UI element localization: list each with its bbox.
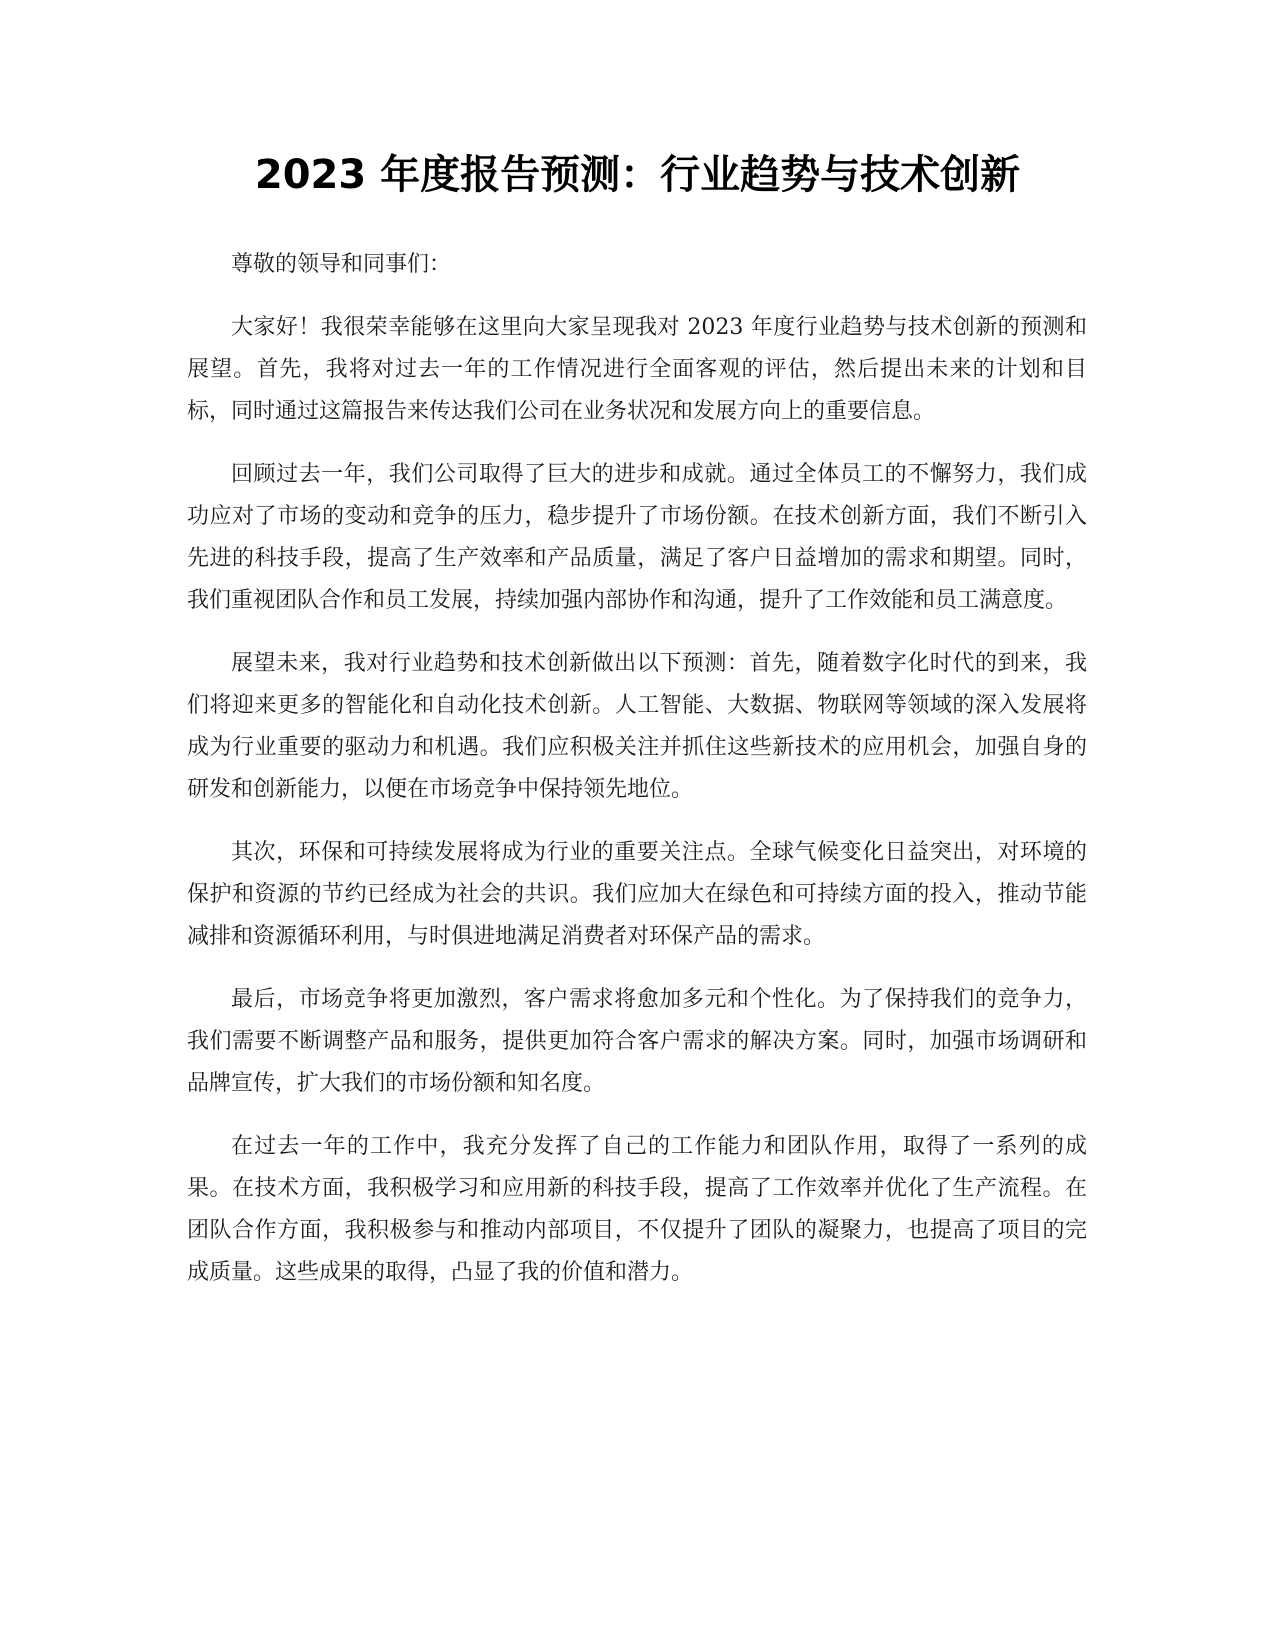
paragraph-competition: 最后，市场竞争将更加激烈，客户需求将愈加多元和个性化。为了保持我们的竞争力，我们需要不断调整产品和服务，提供更加符合客户需求的解决方案。同时，加强市场调研和品牌宣传，扩大我们的市场份额和知名度。	[187, 987, 1087, 1096]
document-title: 2023 年度报告预测：行业趋势与技术创新	[254, 152, 1021, 198]
salutation: 尊敬的领导和同事们：	[231, 252, 452, 277]
document-body	[187, 244, 1087, 1315]
paragraph-review: 回顾过去一年，我们公司取得了巨大的进步和成就。通过全体员工的不懈努力，我们成功应对了市场的变动和竞争的压力，稳步提升了市场份额。在技术创新方面，我们不断引入先进的科技手段，提高了生产效率和产品质量，满足了客户日益增加的需求和期望。同时，我们重视团队合作和员工发展，持续加强内部协作和沟通，提升了工作效能和员工满意度。	[187, 462, 1087, 613]
paragraph-outlook: 展望未来，我对行业趋势和技术创新做出以下预测：首先，随着数字化时代的到来，我们将迎来更多的智能化和自动化技术创新。人工智能、大数据、物联网等领域的深入发展将成为行业重要的驱动力和机遇。我们应积极关注并抓住这些新技术的应用机会，加强自身的研发和创新能力，以便在市场竞争中保持领先地位。	[187, 651, 1087, 802]
paragraph-sustainability: 其次，环保和可持续发展将成为行业的重要关注点。全球气候变化日益突出，对环境的保护和资源的节约已经成为社会的共识。我们应加大在绿色和可持续方面的投入，推动节能减排和资源循环利用，与时俱进地满足消费者对环保产品的需求。	[187, 840, 1087, 949]
paragraph-intro: 大家好！我很荣幸能够在这里向大家呈现我对 2023 年度行业趋势与技术创新的预测和展望。首先，我将对过去一年的工作情况进行全面客观的评估，然后提出未来的计划和目标，同时通过这篇报告来传达我们公司在业务状况和发展方向上的重要信息。	[187, 315, 1087, 424]
paragraph-achievements: 在过去一年的工作中，我充分发挥了自己的工作能力和团队作用，取得了一系列的成果。在技术方面，我积极学习和应用新的科技手段，提高了工作效率并优化了生产流程。在团队合作方面，我积极参与和推动内部项目，不仅提升了团队的凝聚力，也提高了项目的完成质量。这些成果的取得，凸显了我的价值和潜力。	[187, 1134, 1087, 1285]
